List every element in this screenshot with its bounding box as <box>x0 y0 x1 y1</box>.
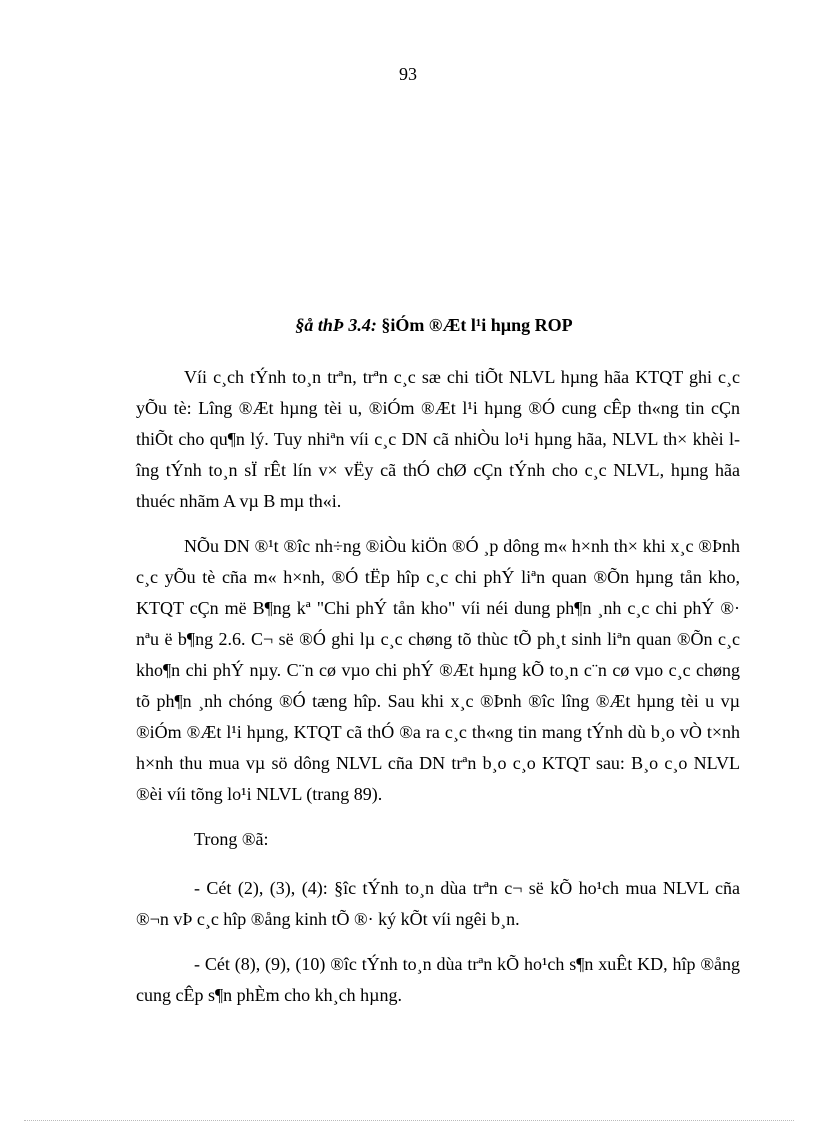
page-number: 93 <box>399 64 417 84</box>
paragraph-cot-2-3-4: - Cét (2), (3), (4): §îc tÝnh to¸n dùa trªn c¬ së kÕ ho¹ch mua NLVL cña ®¬n vÞ c¸c hîp ®ång kinh tÕ ®· ký kÕt víi ngêi b¸n. <box>136 878 740 929</box>
figure-label: §å thÞ 3.4: <box>295 315 377 335</box>
body-text <box>136 362 740 1025</box>
paragraph-trong-do: Trong ®ã: <box>194 829 269 849</box>
paragraph-1: Víi c¸ch tÝnh to¸n trªn, trªn c¸c sæ chi tiÕt NLVL hµng hãa KTQT ghi c¸c yÕu tè: Lîng ®Æt hµng tèi u, ®iÓm ®Æt l¹i hµng ®Ó cung cÊp th«ng tin cÇn thiÕt cho qu¶n lý. Tuy nhiªn víi c¸c DN cã nhiÒu lo¹i hµng hãa, NLVL th× khèi lîng tÝnh to¸n sÏ rÊt lín v× vËy cã thÓ chØ cÇn tÝnh cho c¸c NLVL, hµng hãa thuéc nhãm A vµ B mµ th«i. <box>136 367 740 511</box>
figure-title <box>0 315 816 336</box>
figure-title-text: §iÓm ®Æt l¹i hµng ROP <box>381 315 573 335</box>
paragraph-cot-8-9-10: - Cét (8), (9), (10) ®îc tÝnh to¸n dùa trªn kÕ ho¹ch s¶n xuÊt KD, hîp ®ång cung cÊp s¶n phÈm cho kh¸ch hµng. <box>136 954 740 1005</box>
paragraph-2: NÕu DN ®¹t ®îc nh÷ng ®iÒu kiÖn ®Ó ¸p dông m« h×nh th× khi x¸c ®Þnh c¸c yÕu tè cña m« h×nh, ®Ó tËp hîp c¸c chi phÝ liªn quan ®Õn hµng tån kho, KTQT cÇn më B¶ng kª "Chi phÝ tån kho" víi néi dung ph¶n ¸nh c¸c chi phÝ ®· nªu ë b¶ng 2.6. C¬ së ®Ó ghi lµ c¸c chøng tõ thùc tÕ ph¸t sinh liªn quan ®Õn c¸c kho¶n chi phÝ nµy. C¨n cø vµo chi phÝ ®Æt hµng kÕ to¸n c¨n cø vµo c¸c chøng tõ ph¶n ¸nh chóng ®Ó tæng hîp. Sau khi x¸c ®Þnh ®îc lîng ®Æt hµng tèi u vµ ®iÓm ®Æt l¹i hµng, KTQT cã thÓ ®a ra c¸c th«ng tin mang tÝnh dù b¸o vÒ t×nh h×nh thu mua vµ sö dông NLVL cña DN trªn b¸o c¸o KTQT sau: B¸o c¸o NLVL ®èi víi tõng lo¹i NLVL (trang 89). <box>136 536 740 804</box>
page-bottom-divider <box>24 1120 794 1121</box>
